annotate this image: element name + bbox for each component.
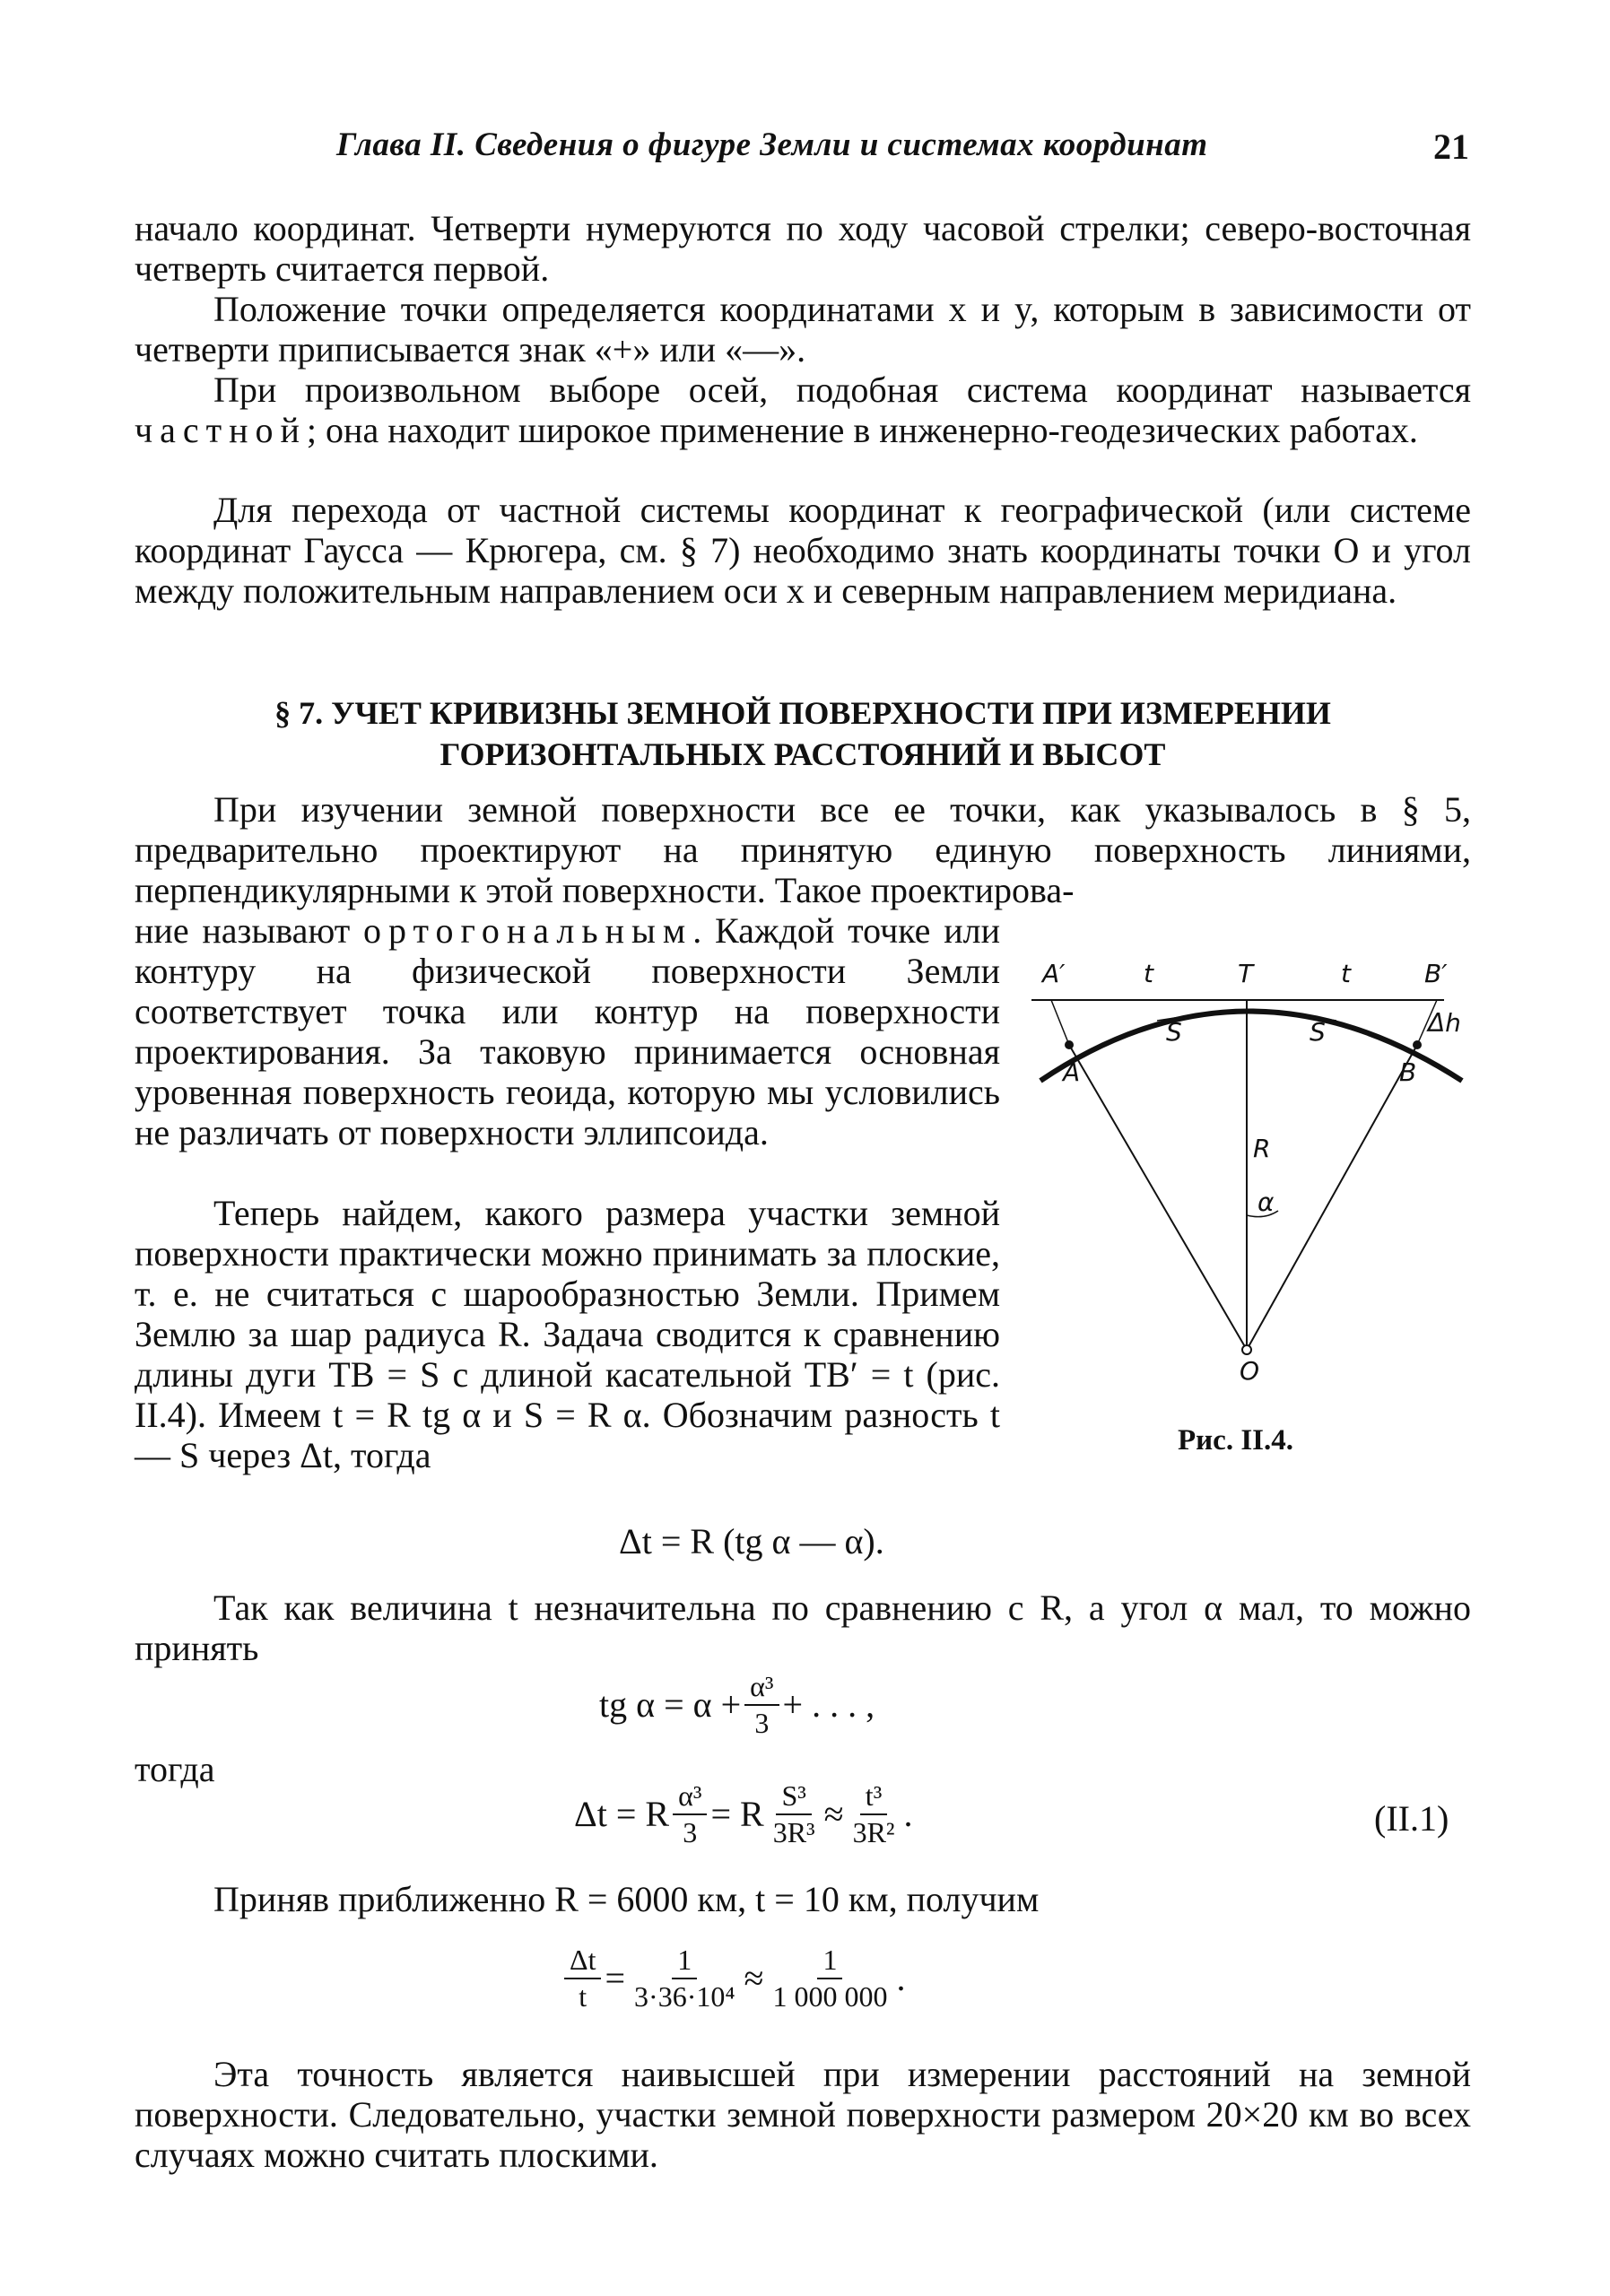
label-t-point: T bbox=[1238, 959, 1254, 988]
paragraph-5-narrow bbox=[135, 910, 1000, 1152]
figure-earth-curvature bbox=[1023, 942, 1489, 1381]
formula-ratio-end: . bbox=[896, 1957, 906, 1998]
section-heading-line-2: ГОРИЗОНТАЛЬНЫХ РАССТОЯНИЙ И ВЫСОТ bbox=[439, 736, 1166, 772]
fraction-one-over-product bbox=[629, 1942, 740, 2013]
paragraph-3-part-c: ; она находит широкое применение в инженерно-геодезических работах. bbox=[306, 410, 1418, 450]
fraction-denominator: 3 bbox=[683, 1816, 698, 1848]
fraction-2 bbox=[768, 1778, 821, 1849]
fraction-numerator: Δt bbox=[564, 1942, 601, 1979]
term-private: частной bbox=[135, 410, 307, 450]
formula-tg-series bbox=[599, 1668, 875, 1740]
approx-sign: ≈ bbox=[744, 1957, 764, 1998]
fraction-denominator: 3 bbox=[754, 1707, 770, 1739]
page-number: 21 bbox=[1433, 126, 1469, 167]
fraction-one-over-million bbox=[767, 1942, 892, 2013]
term-orthogonal: ортогональным bbox=[363, 910, 693, 951]
formula-tg-right: + . . . , bbox=[782, 1683, 875, 1725]
paragraph-5-part-a: ние называют bbox=[135, 910, 351, 951]
fraction-denominator: 3R² bbox=[852, 1816, 895, 1848]
paragraph-7: Так как величина t незначительна по сравнению с R, а угол α мал, то можно принять bbox=[135, 1587, 1471, 1668]
fraction-denominator: 1 000 000 bbox=[772, 1980, 888, 2013]
fraction-numerator: t³ bbox=[860, 1778, 887, 1815]
formula-ii-1 bbox=[574, 1778, 913, 1849]
figure-caption: Рис. II.4. bbox=[1178, 1424, 1294, 1457]
label-a-prime: A′ bbox=[1042, 959, 1066, 988]
point-b bbox=[1413, 1040, 1422, 1049]
paragraph-5-full: При изучении земной поверхности все ее точки, как указывалось в § 5, предварительно проектируют на принятую единую поверхность линиями, перпендикулярными к этой поверхности. Такое проектирова- bbox=[135, 789, 1471, 910]
section-heading-line-1: § 7. УЧЕТ КРИВИЗНЫ ЗЕМНОЙ ПОВЕРХНОСТИ ПРИ ИЗМЕРЕНИИ bbox=[274, 695, 1331, 731]
radius-left bbox=[1069, 1045, 1247, 1350]
fraction-denominator: 3·36·10⁴ bbox=[634, 1980, 735, 2013]
label-o: O bbox=[1240, 1356, 1260, 1381]
fraction-denominator: 3R³ bbox=[772, 1816, 815, 1848]
fraction-1 bbox=[673, 1778, 707, 1849]
equals-sign: = bbox=[605, 1957, 626, 1998]
paragraph-4: Для перехода от частной системы координат к географической (или системе координат Гаусса — Крюгера, см. § 7) необходимо знать координаты точки O и угол между положительным направлением оси x и северным направлением меридиана. bbox=[135, 490, 1471, 611]
section-heading bbox=[135, 692, 1471, 775]
paragraph-6: Теперь найдем, какого размера участки земной поверхности практически можно принимать за плоские, т. е. не считаться с шарообразностью Земли. Примем Землю за шар радиуса R. Задача сводится к сравнению длины дуги TB = S с длиной касательной TB′ = t (рис. II.4). Имеем t = R tg α и S = R α. Обозначим разность t — S через Δt, тогда bbox=[135, 1193, 1000, 1475]
fraction-numerator: 1 bbox=[817, 1942, 842, 1979]
label-b: B bbox=[1399, 1057, 1417, 1087]
label-s-left: S bbox=[1166, 1017, 1182, 1047]
equation-number: (II.1) bbox=[1374, 1798, 1449, 1839]
label-r: R bbox=[1253, 1134, 1271, 1163]
paragraph-5-part-c: . Каждой точке или контуру на физической поверхности Земли соответствует точка или контур на поверхности проектирования. За таковую принимается основная уровенная поверхность геоида, которую мы условились не различать от поверхности эллипсоида. bbox=[135, 910, 1000, 1152]
label-t-right: t bbox=[1341, 959, 1351, 988]
label-b-prime: B′ bbox=[1424, 959, 1448, 988]
fraction-numerator: S³ bbox=[776, 1778, 811, 1815]
delta-h-segment-left bbox=[1051, 1000, 1069, 1045]
label-s-right: S bbox=[1310, 1017, 1326, 1047]
running-title: Глава II. Сведения о фигуре Земли и системах координат bbox=[336, 126, 1208, 163]
formula-ratio bbox=[561, 1942, 905, 2013]
paragraph-3-part-a: При произвольном выборе осей, подобная система координат называется bbox=[213, 370, 1471, 410]
paragraph-3 bbox=[135, 370, 1471, 450]
formula-delta-t: Δt = R (tg α — α). bbox=[619, 1521, 884, 1561]
label-alpha: α bbox=[1258, 1187, 1275, 1217]
label-delta-h: Δh bbox=[1428, 1008, 1461, 1038]
point-o bbox=[1242, 1345, 1251, 1354]
paragraph-1: начало координат. Четверти нумеруются по ходу часовой стрелки; северо-восточная четверть считается первой. bbox=[135, 208, 1471, 289]
paragraph-9: Приняв приближенно R = 6000 км, t = 10 км, получим bbox=[213, 1879, 1040, 1919]
formula-ii-1-left: Δt = R bbox=[574, 1793, 670, 1834]
fraction-numerator: α³ bbox=[673, 1778, 707, 1815]
label-a: A bbox=[1063, 1057, 1081, 1087]
label-t-left: t bbox=[1144, 959, 1153, 988]
paragraph-8: тогда bbox=[135, 1749, 215, 1789]
fraction-delta-t-over-t bbox=[564, 1942, 601, 2013]
paragraph-2: Положение точки определяется координатами x и y, которым в зависимости от четверти приписывается знак «+» или «—». bbox=[135, 289, 1471, 370]
fraction-denominator: t bbox=[579, 1980, 587, 2013]
paragraph-10: Эта точность является наивысшей при измерении расстояний на земной поверхности. Следовательно, участки земной поверхности размером 20×20 км во всех случаях можно считать плоскими. bbox=[135, 2054, 1471, 2175]
fraction-alpha-cubed bbox=[744, 1668, 779, 1740]
fraction-3 bbox=[848, 1778, 901, 1849]
formula-ii-1-mid: = R bbox=[710, 1793, 764, 1834]
formula-ii-1-end: . bbox=[903, 1793, 913, 1834]
fraction-numerator: 1 bbox=[672, 1942, 697, 1979]
formula-tg-left: tg α = α + bbox=[599, 1683, 742, 1725]
point-a bbox=[1065, 1040, 1074, 1049]
approx-sign: ≈ bbox=[823, 1793, 844, 1834]
fraction-numerator: α³ bbox=[744, 1668, 779, 1706]
